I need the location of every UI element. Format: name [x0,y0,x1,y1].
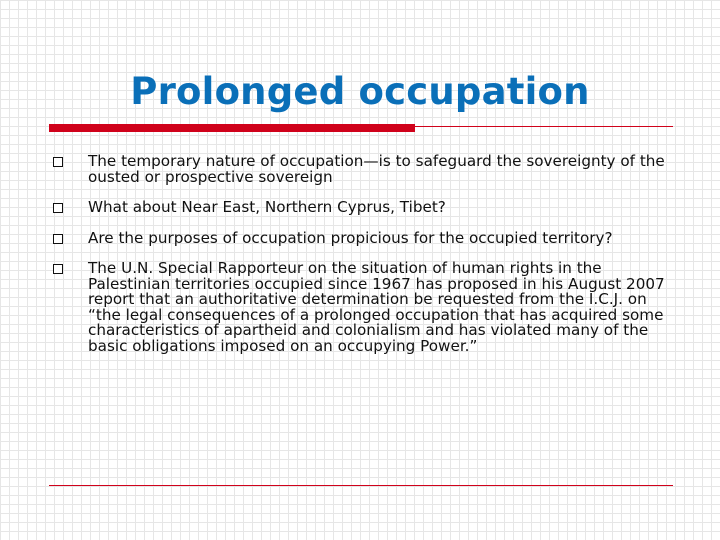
bullet-item [48,261,678,354]
title-underline-thin [415,126,673,127]
hollow-square-bullet-icon [53,157,63,167]
bullet-list [48,154,678,369]
bullet-text: The U.N. Special Rapporteur on the situation of human rights in the Palestinian territories occupied since 1967 has proposed in his August 2007 report that an authoritative determination be requested from the I.C.J. on “the legal consequences of a prolonged occupation that has acquired some characteristics of apartheid and colonialism and has violated many of the basic obligations imposed on an occupying Power.” [88,259,665,355]
bullet-item [48,200,678,216]
bullet-item [48,228,678,247]
slide-title: Prolonged occupation [130,70,590,113]
hollow-square-bullet-icon [53,203,63,213]
bullet-text: Are the purposes of occupation propicious for the occupied territory? [88,228,613,247]
hollow-square-bullet-icon [53,264,63,274]
title-underline-thick [49,124,415,132]
bullet-text: What about Near East, Northern Cyprus, Tibet? [88,198,446,216]
hollow-square-bullet-icon [53,234,63,244]
footer-rule [49,485,673,486]
bullet-text: The temporary nature of occupation—is to safeguard the sovereignty of the ousted or prospective sovereign [88,152,665,186]
bullet-item [48,154,678,185]
